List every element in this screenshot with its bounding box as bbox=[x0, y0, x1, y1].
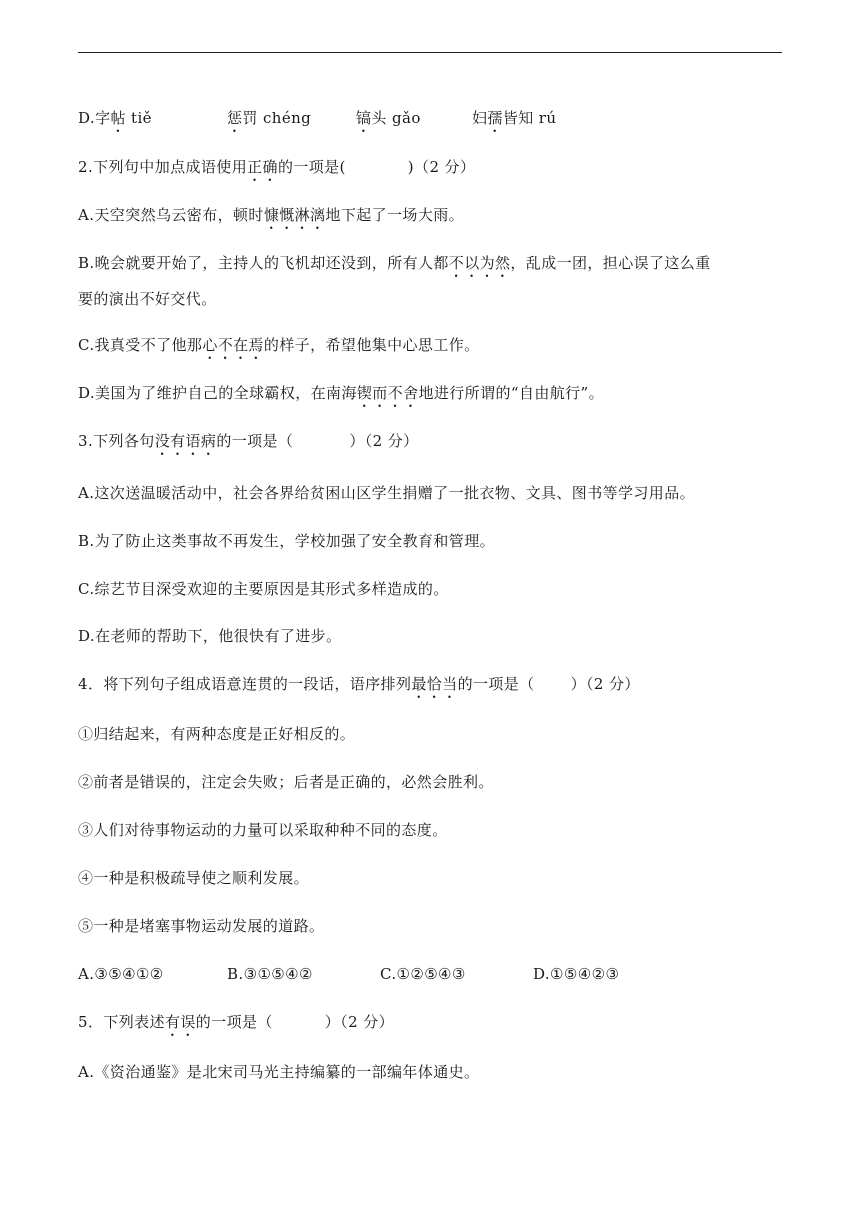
q1-option-d-item-1 bbox=[78, 108, 152, 136]
option-text: 的样子，希望他集中心思工作。 bbox=[263, 336, 480, 354]
q2-option-b bbox=[78, 253, 711, 281]
q4-sentence: ④一种是积极疏导使之顺利发展。 bbox=[78, 869, 310, 887]
option-text: 要的演出不好交代。 bbox=[78, 290, 217, 308]
stem-dotted: 有误 bbox=[164, 1013, 196, 1031]
stem-text: 2.下列句中加点成语使用 bbox=[78, 158, 248, 176]
stem-score: ）（2 分） bbox=[349, 432, 419, 450]
pinyin: gǎo bbox=[391, 109, 421, 127]
q2-stem bbox=[78, 157, 475, 185]
q5-stem bbox=[78, 1012, 394, 1040]
q4-sentence: ①归结起来，有两种态度是正好相反的。 bbox=[78, 725, 356, 743]
word-part: 头 bbox=[371, 109, 387, 127]
q2-option-c bbox=[78, 335, 480, 363]
stem-score: ）（2 分） bbox=[570, 675, 640, 693]
stem-text: 3.下列各句 bbox=[78, 432, 155, 450]
option-dotted: 锲而不舍 bbox=[356, 384, 419, 402]
pinyin: chéng bbox=[262, 109, 312, 127]
option-dotted: 不以为然 bbox=[448, 254, 511, 272]
stem-text: 4．将下列句子组成语意连贯的一段话，语序排列 bbox=[78, 675, 412, 693]
option-text: A.天空突然乌云密布，顿时 bbox=[78, 206, 264, 224]
q4-sentence: ②前者是错误的，注定会失败；后者是正确的，必然会胜利。 bbox=[78, 773, 494, 791]
q2-option-d bbox=[78, 383, 604, 411]
option-label: D. bbox=[78, 109, 96, 127]
option-text: 地进行所谓的“自由航行”。 bbox=[418, 384, 605, 402]
q1-option-d-item-3 bbox=[356, 108, 421, 136]
word-part: 字 bbox=[95, 109, 111, 127]
q3-option-d: D.在老师的帮助下，他很快有了进步。 bbox=[78, 627, 342, 645]
stem-dotted: 最恰当 bbox=[411, 675, 458, 693]
option-text: B.晚会就要开始了，主持人的飞机却还没到，所有人都 bbox=[78, 254, 449, 272]
stem-text: 5．下列表述 bbox=[78, 1013, 165, 1031]
stem-score: )（2 分） bbox=[407, 158, 476, 176]
q1-option-d-item-4 bbox=[472, 108, 556, 136]
stem-text: 的一项是（ bbox=[195, 1013, 273, 1031]
option-text: ，乱成一团，担心误了这么重 bbox=[510, 254, 711, 272]
q4-stem bbox=[78, 674, 640, 702]
dotted-char: 帖 bbox=[110, 109, 126, 127]
q4-sentence: ③人们对待事物运动的力量可以采取种种不同的态度。 bbox=[78, 821, 448, 839]
q2-option-a bbox=[78, 205, 464, 233]
stem-text: 的一项是（ bbox=[216, 432, 294, 450]
q4-option-c: C.①②⑤④③ bbox=[380, 965, 466, 983]
stem-score: ）（2 分） bbox=[324, 1013, 394, 1031]
stem-text: 的一项是（ bbox=[457, 675, 535, 693]
header-rule bbox=[78, 52, 782, 53]
stem-dotted: 没有语病 bbox=[154, 432, 217, 450]
q3-option-c: C.综艺节目深受欢迎的主要原因是其形式多样造成的。 bbox=[78, 580, 449, 598]
pinyin: tiě bbox=[131, 109, 152, 127]
q3-option-b: B.为了防止这类事故不再发生，学校加强了安全教育和管理。 bbox=[78, 532, 495, 550]
q1-option-d-item-2 bbox=[227, 108, 311, 136]
word-part: 妇 bbox=[472, 109, 488, 127]
word-part: 皆知 bbox=[502, 109, 534, 127]
dotted-char: 镐 bbox=[356, 109, 372, 127]
option-text: C.我真受不了他那 bbox=[78, 336, 203, 354]
word-part: 罚 bbox=[242, 109, 258, 127]
dotted-char: 惩 bbox=[227, 109, 243, 127]
q3-option-a: A.这次送温暖活动中，社会各界给贫困山区学生捐赠了一批衣物、文具、图书等学习用品。 bbox=[78, 484, 696, 502]
option-text: D.美国为了维护自己的全球霸权，在南海 bbox=[78, 384, 357, 402]
option-text: 地下起了一场大雨。 bbox=[325, 206, 465, 224]
q3-stem bbox=[78, 431, 419, 459]
pinyin: rú bbox=[538, 109, 557, 127]
q4-option-d: D.①⑤④②③ bbox=[533, 965, 620, 983]
q4-option-b: B.③①⑤④② bbox=[227, 965, 313, 983]
stem-text: 的一项是( bbox=[277, 158, 346, 176]
q2-option-b-line2 bbox=[78, 289, 217, 309]
q1-option-d bbox=[78, 108, 782, 128]
q4-option-a: A.③⑤④①② bbox=[78, 965, 164, 983]
dotted-char: 孺 bbox=[487, 109, 503, 127]
option-dotted: 慷慨淋漓 bbox=[263, 206, 326, 224]
stem-dotted: 正确 bbox=[247, 158, 278, 176]
option-dotted: 心不在焉 bbox=[202, 336, 264, 354]
q4-sentence: ⑤一种是堵塞事物运动发展的道路。 bbox=[78, 917, 325, 935]
q5-option-a: A.《资治通鉴》是北宋司马光主持编纂的一部编年体通史。 bbox=[78, 1063, 480, 1081]
